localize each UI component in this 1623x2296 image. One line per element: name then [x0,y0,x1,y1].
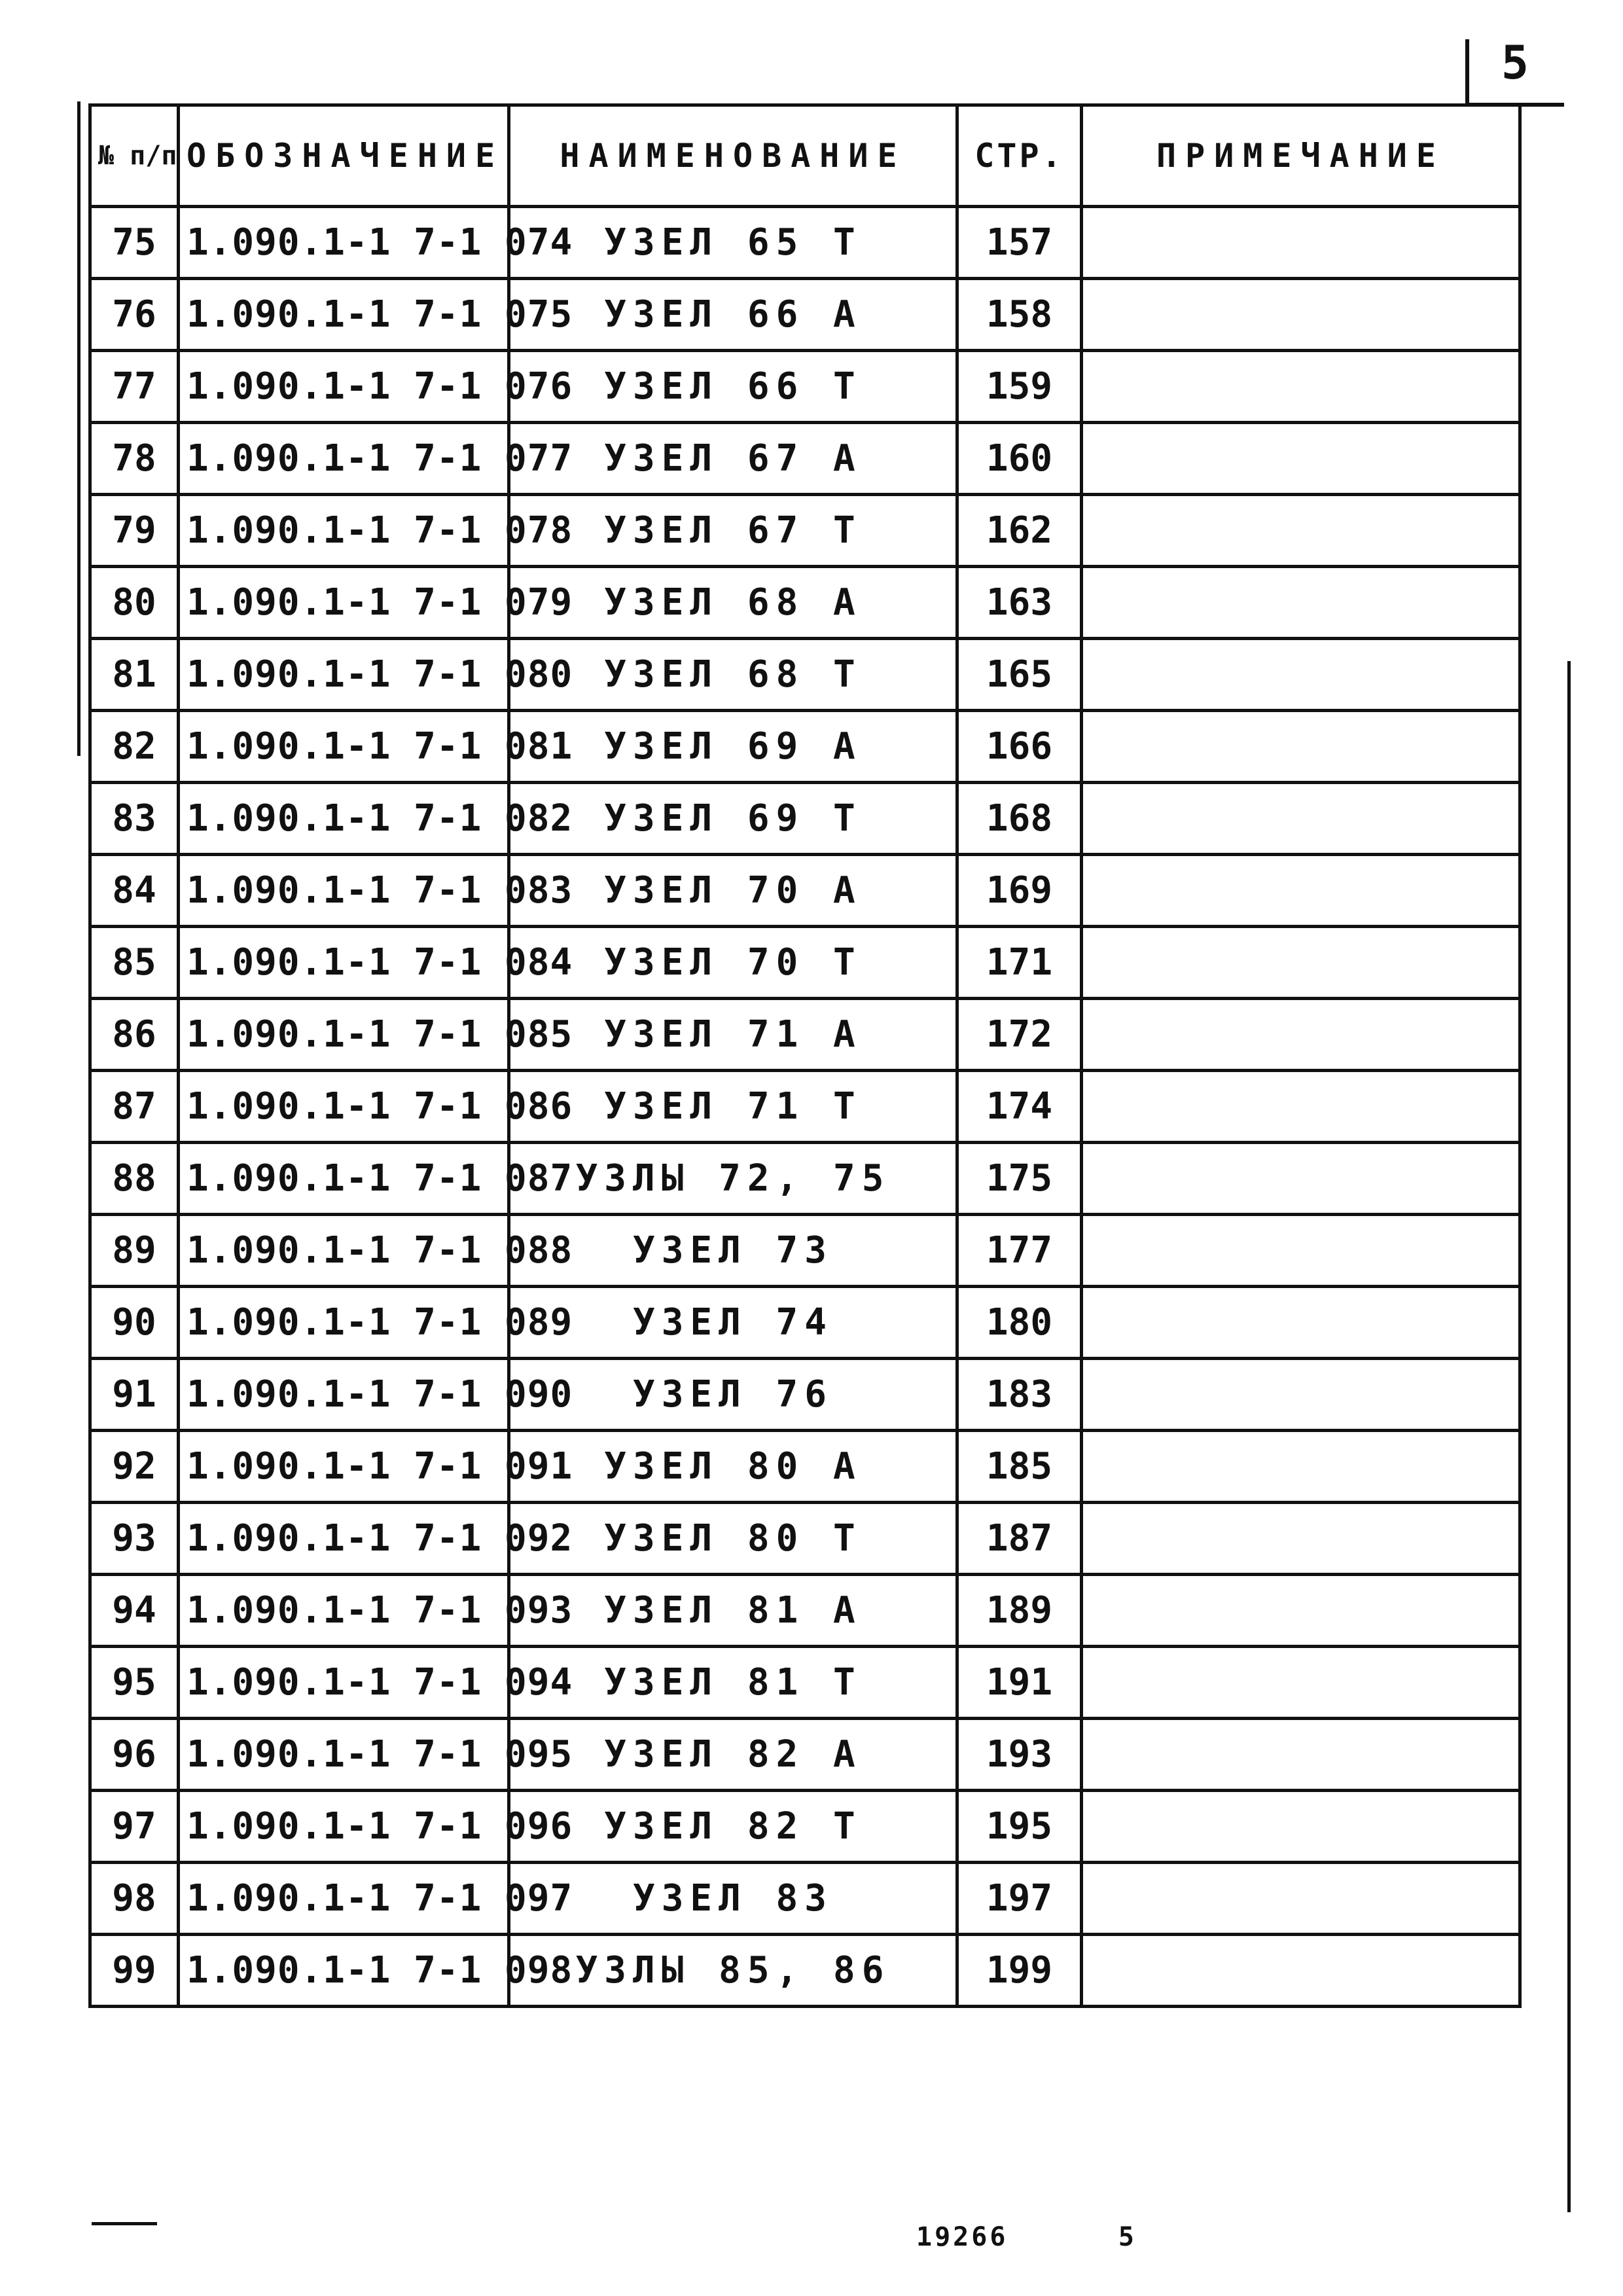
row-code: 1.090.1-1 7-1 075 [179,279,509,351]
row-name: УЗЕЛ 67 Т [509,495,957,567]
row-note [1082,639,1520,711]
row-code: 1.090.1-1 7-1 084 [179,927,509,999]
row-num: 92 [90,1431,179,1503]
row-name: УЗЕЛ 70 Т [509,927,957,999]
row-note [1082,999,1520,1071]
row-note [1082,783,1520,855]
row-name: УЗЕЛ 71 Т [509,1071,957,1143]
row-note [1082,927,1520,999]
row-num: 82 [90,711,179,783]
row-note [1082,855,1520,927]
row-num: 91 [90,1359,179,1431]
row-code: 1.090.1-1 7-1 087 [179,1143,509,1215]
row-name: УЗЕЛ 73 [509,1215,957,1287]
row-note [1082,495,1520,567]
row-page: 195 [957,1791,1082,1863]
row-name: УЗЕЛ 66 А [509,279,957,351]
row-num: 75 [90,207,179,279]
row-note [1082,1215,1520,1287]
bottom-bracket-line [92,2222,157,2225]
header-num: № п/п [90,105,179,207]
row-name: УЗЕЛ 70 А [509,855,957,927]
table-row [90,1359,1520,1431]
table-row [90,1575,1520,1647]
row-page: 180 [957,1287,1082,1359]
row-page: 197 [957,1863,1082,1935]
row-page: 189 [957,1575,1082,1647]
page-number: 5 [1501,36,1529,90]
row-num: 79 [90,495,179,567]
table-row [90,639,1520,711]
page-number-corner [1466,36,1564,111]
row-note [1082,351,1520,423]
row-note [1082,1791,1520,1863]
row-page: 158 [957,279,1082,351]
header-name: НАИМЕНОВАНИЕ [509,105,957,207]
table-row [90,1935,1520,2007]
row-note [1082,1863,1520,1935]
row-num: 97 [90,1791,179,1863]
row-name: УЗЛЫ 85, 86 [509,1935,957,2007]
row-num: 77 [90,351,179,423]
row-num: 83 [90,783,179,855]
row-name: УЗЕЛ 82 Т [509,1791,957,1863]
table-row [90,855,1520,927]
row-page: 157 [957,207,1082,279]
row-name: УЗЕЛ 81 А [509,1575,957,1647]
row-note [1082,1935,1520,2007]
row-code: 1.090.1-1 7-1 079 [179,567,509,639]
row-note [1082,1575,1520,1647]
row-code: 1.090.1-1 7-1 083 [179,855,509,927]
row-code: 1.090.1-1 7-1 094 [179,1647,509,1719]
row-page: 160 [957,423,1082,495]
row-note [1082,711,1520,783]
table-row [90,1215,1520,1287]
row-page: 171 [957,927,1082,999]
row-note [1082,1143,1520,1215]
table-row [90,1287,1520,1359]
row-name: УЗЕЛ 80 Т [509,1503,957,1575]
row-num: 87 [90,1071,179,1143]
row-code: 1.090.1-1 7-1 092 [179,1503,509,1575]
row-name: УЗЛЫ 72, 75 [509,1143,957,1215]
row-page: 159 [957,351,1082,423]
table-row [90,351,1520,423]
row-page: 185 [957,1431,1082,1503]
row-page: 199 [957,1935,1082,2007]
row-num: 96 [90,1719,179,1791]
header-note: ПРИМЕЧАНИЕ [1082,105,1520,207]
row-name: УЗЕЛ 80 А [509,1431,957,1503]
row-num: 84 [90,855,179,927]
row-note [1082,1431,1520,1503]
table-row [90,1647,1520,1719]
row-num: 85 [90,927,179,999]
row-code: 1.090.1-1 7-1 097 [179,1863,509,1935]
row-code: 1.090.1-1 7-1 091 [179,1431,509,1503]
row-note [1082,279,1520,351]
row-num: 99 [90,1935,179,2007]
row-name: УЗЕЛ 66 Т [509,351,957,423]
row-num: 95 [90,1647,179,1719]
row-code: 1.090.1-1 7-1 086 [179,1071,509,1143]
row-name: УЗЕЛ 65 Т [509,207,957,279]
table-row [90,783,1520,855]
row-code: 1.090.1-1 7-1 090 [179,1359,509,1431]
row-note [1082,1647,1520,1719]
row-page: 165 [957,639,1082,711]
row-note [1082,1503,1520,1575]
row-page: 187 [957,1503,1082,1575]
row-code: 1.090.1-1 7-1 076 [179,351,509,423]
table-row [90,567,1520,639]
row-num: 90 [90,1287,179,1359]
row-name: УЗЕЛ 76 [509,1359,957,1431]
table-row [90,999,1520,1071]
row-code: 1.090.1-1 7-1 074 [179,207,509,279]
row-page: 169 [957,855,1082,927]
footer-sheet: 5 [1118,2222,1137,2252]
row-name: УЗЕЛ 68 А [509,567,957,639]
table-row [90,423,1520,495]
row-page: 166 [957,711,1082,783]
table-row [90,1071,1520,1143]
row-name: УЗЕЛ 82 А [509,1719,957,1791]
row-page: 193 [957,1719,1082,1791]
row-code: 1.090.1-1 7-1 078 [179,495,509,567]
table-row [90,927,1520,999]
table-row [90,711,1520,783]
row-code: 1.090.1-1 7-1 080 [179,639,509,711]
row-note [1082,207,1520,279]
row-page: 174 [957,1071,1082,1143]
table-row [90,495,1520,567]
table-row [90,1143,1520,1215]
row-page: 162 [957,495,1082,567]
row-num: 80 [90,567,179,639]
contents-table [88,103,1522,2008]
table-body [90,207,1520,2007]
table-row [90,1719,1520,1791]
row-code: 1.090.1-1 7-1 082 [179,783,509,855]
row-num: 98 [90,1863,179,1935]
row-code: 1.090.1-1 7-1 098 [179,1935,509,2007]
row-page: 183 [957,1359,1082,1431]
row-note [1082,1719,1520,1791]
table-header-row [90,105,1520,207]
row-page: 172 [957,999,1082,1071]
table-row [90,1863,1520,1935]
header-page: СТР. [957,105,1082,207]
row-note [1082,1071,1520,1143]
row-code: 1.090.1-1 7-1 081 [179,711,509,783]
row-name: УЗЕЛ 69 А [509,711,957,783]
row-code: 1.090.1-1 7-1 093 [179,1575,509,1647]
table-row [90,279,1520,351]
row-name: УЗЕЛ 68 Т [509,639,957,711]
row-num: 86 [90,999,179,1071]
row-num: 93 [90,1503,179,1575]
row-page: 168 [957,783,1082,855]
table-row [90,1503,1520,1575]
header-code: ОБОЗНАЧЕНИЕ [179,105,509,207]
row-name: УЗЕЛ 71 А [509,999,957,1071]
row-code: 1.090.1-1 7-1 096 [179,1791,509,1863]
row-page: 191 [957,1647,1082,1719]
row-note [1082,423,1520,495]
row-num: 89 [90,1215,179,1287]
row-code: 1.090.1-1 7-1 077 [179,423,509,495]
row-page: 175 [957,1143,1082,1215]
right-edge-line [1567,661,1571,2212]
table-row [90,1431,1520,1503]
row-num: 78 [90,423,179,495]
row-name: УЗЕЛ 83 [509,1863,957,1935]
row-page: 163 [957,567,1082,639]
row-note [1082,567,1520,639]
row-name: УЗЕЛ 81 Т [509,1647,957,1719]
row-name: УЗЕЛ 74 [509,1287,957,1359]
row-name: УЗЕЛ 69 Т [509,783,957,855]
row-page: 177 [957,1215,1082,1287]
row-code: 1.090.1-1 7-1 089 [179,1287,509,1359]
row-num: 94 [90,1575,179,1647]
row-note [1082,1287,1520,1359]
row-code: 1.090.1-1 7-1 088 [179,1215,509,1287]
footer-doc-number: 19266 [916,2222,1008,2252]
footer [916,2222,1137,2252]
table-row [90,207,1520,279]
row-num: 81 [90,639,179,711]
row-code: 1.090.1-1 7-1 095 [179,1719,509,1791]
row-num: 88 [90,1143,179,1215]
row-num: 76 [90,279,179,351]
table-row [90,1791,1520,1863]
row-code: 1.090.1-1 7-1 085 [179,999,509,1071]
row-note [1082,1359,1520,1431]
row-name: УЗЕЛ 67 А [509,423,957,495]
